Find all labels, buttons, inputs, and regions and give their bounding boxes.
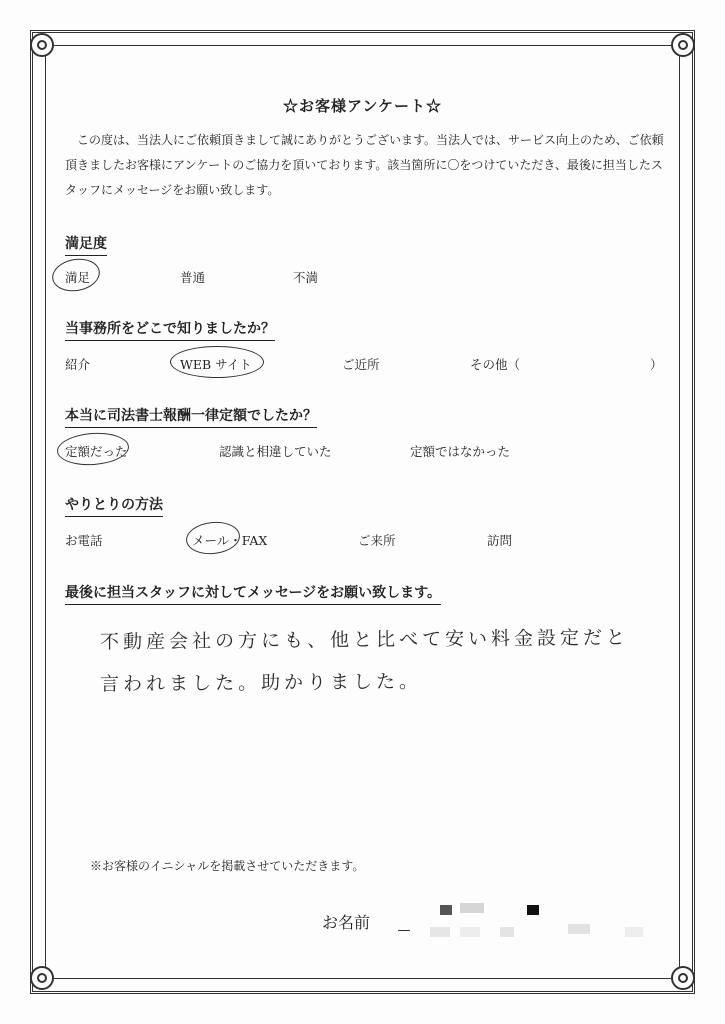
fee-heading: 本当に司法書士報酬一律定額でしたか？ (65, 405, 317, 428)
option-normal[interactable]: 普通 (180, 270, 206, 285)
intro-text: この度は、当法人にご依頼頂きまして誠にありがとうございます。当法人では、サービス向上のため、ご依頼頂きましたお客様にアンケートのご協力を頂いております。該当箇所に〇をつけていただき、最後に担当したスタッフにメッセージをお願い致します。 (65, 133, 664, 197)
redacted-name (568, 924, 590, 934)
corner-ornament-icon (671, 33, 695, 57)
corner-ornament-icon (30, 33, 54, 57)
name-label: お名前 (322, 913, 371, 932)
satisfaction-heading: 満足度 (65, 233, 107, 256)
option-referral[interactable]: 紹介 (65, 357, 91, 372)
option-other-close: ） (650, 357, 663, 372)
initials-note: ※お客様のイニシャルを掲載させていただきます。 (90, 859, 365, 873)
redacted-name (460, 927, 480, 937)
survey-title: ☆お客様アンケート☆ (282, 97, 443, 115)
option-satisfied[interactable]: 満足 (65, 270, 91, 285)
message-heading: 最後に担当スタッフに対してメッセージをお願い致します。 (65, 582, 441, 605)
option-email-fax[interactable]: メール・FAX (192, 533, 268, 548)
option-dissatisfied[interactable]: 不満 (293, 270, 319, 285)
option-phone[interactable]: お電話 (65, 533, 103, 548)
redacted-name (625, 927, 643, 937)
option-fixed-fee[interactable]: 定額だった (65, 444, 128, 459)
option-other[interactable]: その他（ (470, 357, 521, 372)
redacted-name (527, 905, 539, 915)
option-website[interactable]: WEB サイト (180, 357, 252, 372)
redacted-name (500, 927, 514, 937)
name-underline (398, 930, 410, 931)
handwritten-message-line: 言われました。助かりました。 (99, 670, 423, 696)
source-heading: 当事務所をどこで知りましたか？ (65, 318, 275, 341)
selection-circle (170, 346, 264, 378)
contact-heading: やりとりの方法 (65, 494, 163, 517)
redacted-name (430, 927, 450, 937)
corner-ornament-icon (671, 966, 695, 990)
redacted-name (440, 905, 452, 915)
corner-ornament-icon (30, 966, 54, 990)
redacted-name (460, 903, 484, 913)
option-different[interactable]: 認識と相違していた (219, 444, 332, 459)
option-neighborhood[interactable]: ご近所 (342, 357, 380, 372)
option-visit-office[interactable]: ご来所 (358, 533, 396, 548)
handwritten-message-line: 不動産会社の方にも、他と比べて安い料金設定だと (99, 626, 630, 654)
option-home-visit[interactable]: 訪問 (487, 533, 513, 548)
option-not-fixed[interactable]: 定額ではなかった (410, 444, 511, 459)
